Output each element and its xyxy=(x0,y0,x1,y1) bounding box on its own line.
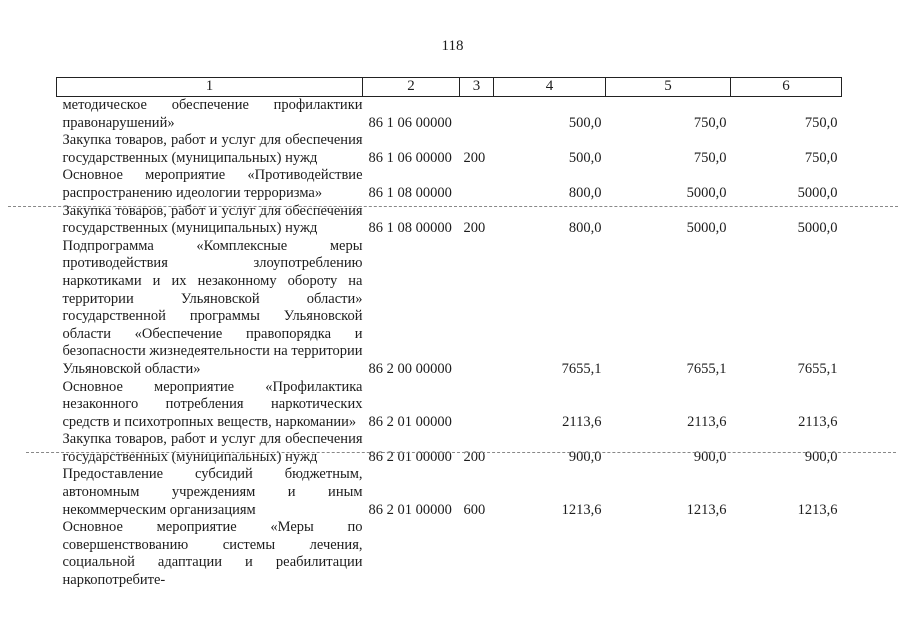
row-value-3: 1213,6 xyxy=(797,501,838,518)
row-value-1: 800,0 xyxy=(568,220,602,237)
row-value-2: 5000,0 xyxy=(686,184,727,201)
row-value-3: 2113,6 xyxy=(798,413,838,430)
row-value-2: 7655,1 xyxy=(686,360,727,377)
column-header-5: 5 xyxy=(606,78,731,97)
row-value-2: 5000,0 xyxy=(686,220,727,237)
scan-artifact-line xyxy=(26,452,896,453)
row-value-2: 900,0 xyxy=(693,448,727,465)
row-value-2: 750,0 xyxy=(693,149,727,166)
row-value-3: 750,0 xyxy=(804,149,838,166)
row-type: 600 xyxy=(463,501,486,518)
table-row xyxy=(57,519,842,589)
row-value-3: 7655,1 xyxy=(797,360,838,377)
row-type: 200 xyxy=(463,448,486,465)
row-name: Предоставление субсидий бюджетным, автономным учреждениям и иным некоммерческим организациям xyxy=(62,466,363,518)
page-number: 118 xyxy=(441,38,464,54)
row-value-1: 900,0 xyxy=(568,448,602,465)
row-code: 86 1 08 00000 xyxy=(368,184,452,201)
row-value-3 xyxy=(731,519,842,589)
table-row xyxy=(57,466,842,519)
scan-artifact-line xyxy=(8,206,898,207)
table-row xyxy=(57,238,842,379)
row-type: 200 xyxy=(463,149,486,166)
row-value-1 xyxy=(494,519,606,589)
row-name: Подпрограмма «Комплексные меры противодействия злоупотреблению наркотиками и их незаконному обороту на территории Ульяновской области» государственной программы Ульяновской области «Обеспечение правопорядка и безопасности жизнедеятельности на территории Ульяновской области» xyxy=(62,237,363,377)
row-value-3: 5000,0 xyxy=(797,220,838,237)
row-name: методическое обеспечение профилактики правонарушений» xyxy=(62,97,363,131)
row-value-2: 1213,6 xyxy=(686,501,727,518)
table-row xyxy=(57,203,842,238)
column-header-6: 6 xyxy=(731,78,842,97)
row-name: Закупка товаров, работ и услуг для обеспечения государственных (муниципальных) нужд xyxy=(62,202,363,237)
row-name: Основное мероприятие «Противодействие распространению идеологии терроризма» xyxy=(62,167,363,201)
row-value-1: 800,0 xyxy=(568,184,602,201)
row-code: 86 2 01 00000 xyxy=(368,413,452,430)
row-type: 200 xyxy=(463,220,486,237)
row-value-1: 2113,6 xyxy=(562,413,602,430)
column-header-2: 2 xyxy=(363,78,460,97)
row-code: 86 1 06 00000 xyxy=(368,114,452,131)
row-name: Закупка товаров, работ и услуг для обеспечения государственных (муниципальных) нужд xyxy=(62,132,363,166)
row-code: 86 1 06 00000 xyxy=(368,149,452,166)
budget-table xyxy=(56,77,842,590)
table-row xyxy=(57,97,842,133)
table-row xyxy=(57,431,842,466)
row-code: 86 1 08 00000 xyxy=(368,220,452,237)
row-name: Основное мероприятие «Профилактика незаконного потребления наркотических средств и психотропных веществ, наркомании» xyxy=(62,378,363,430)
row-value-1: 1213,6 xyxy=(561,501,602,518)
row-type xyxy=(460,379,494,432)
column-header-4: 4 xyxy=(494,78,606,97)
column-number-row xyxy=(57,78,842,97)
row-type xyxy=(460,167,494,202)
row-value-3: 750,0 xyxy=(804,114,838,131)
row-value-2 xyxy=(606,519,731,589)
row-value-3: 900,0 xyxy=(804,448,838,465)
row-name: Закупка товаров, работ и услуг для обеспечения государственных (муниципальных) нужд xyxy=(62,431,363,465)
row-value-1: 500,0 xyxy=(568,149,602,166)
column-header-3: 3 xyxy=(460,78,494,97)
table-row xyxy=(57,167,842,202)
table-row xyxy=(57,379,842,432)
row-value-1: 500,0 xyxy=(568,114,602,131)
row-code: 86 2 01 00000 xyxy=(368,448,452,465)
row-code: 86 2 01 00000 xyxy=(368,501,452,518)
row-value-1: 7655,1 xyxy=(561,360,602,377)
row-type xyxy=(460,519,494,589)
row-value-3: 5000,0 xyxy=(797,184,838,201)
row-code: 86 2 00 00000 xyxy=(368,360,452,377)
column-header-1: 1 xyxy=(57,78,363,97)
row-value-2: 750,0 xyxy=(693,114,727,131)
row-type xyxy=(460,238,494,379)
row-type xyxy=(460,97,494,133)
table-row xyxy=(57,132,842,167)
row-name: Основное мероприятие «Меры по совершенствованию системы лечения, социальной адаптации и реабилитации наркопотребите- xyxy=(62,519,363,589)
row-value-2: 2113,6 xyxy=(687,413,727,430)
row-code xyxy=(363,519,460,589)
